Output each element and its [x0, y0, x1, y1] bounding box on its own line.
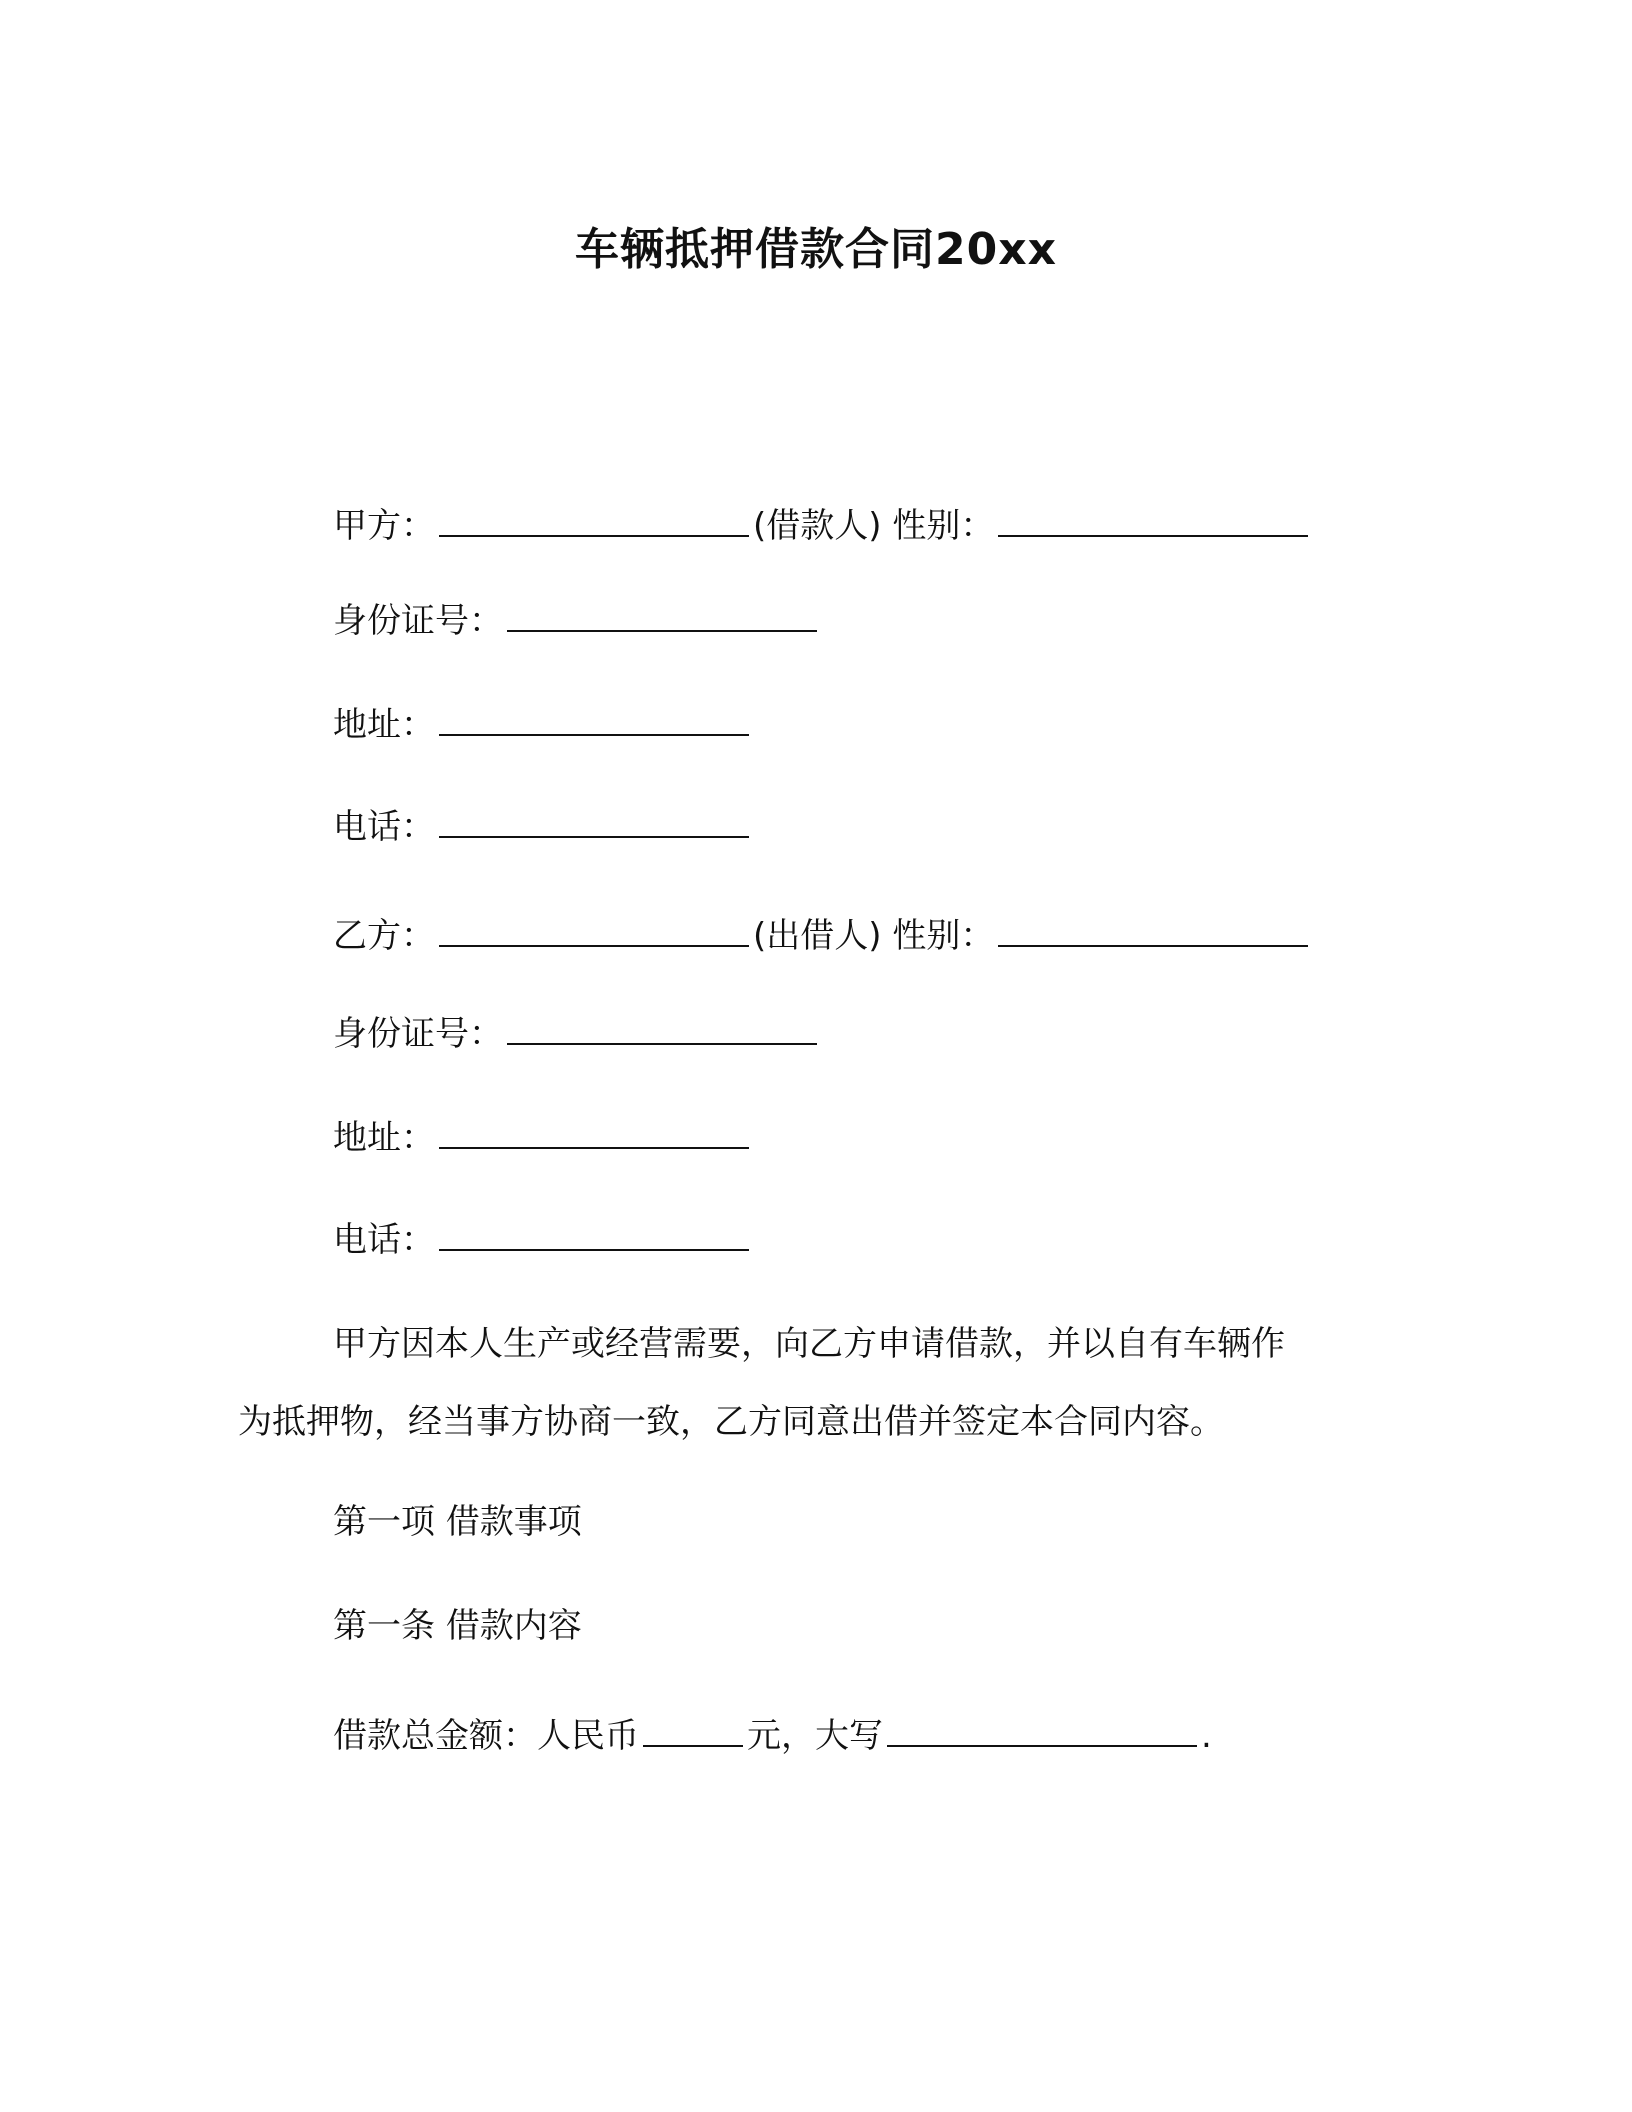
- article-heading: 第一条 借款内容: [333, 1606, 582, 1646]
- document-title: 车辆抵押借款合同20xx: [575, 224, 1057, 275]
- party-b-name-blank[interactable]: [439, 915, 749, 947]
- amount-line: [333, 1712, 1212, 1760]
- party-b-address-line: [333, 1114, 753, 1162]
- amount-unit: 元，大写: [747, 1716, 883, 1756]
- party-b-gender-blank[interactable]: [998, 915, 1308, 947]
- party-a-address-label: 地址：: [333, 705, 435, 745]
- party-b-address-blank[interactable]: [439, 1117, 749, 1149]
- party-b-id-line: [333, 1010, 821, 1058]
- amount-number-blank[interactable]: [643, 1715, 743, 1747]
- party-a-address-blank[interactable]: [439, 704, 749, 736]
- party-a-id-line: [333, 597, 821, 645]
- party-b-id-blank[interactable]: [507, 1013, 817, 1045]
- party-b-phone-blank[interactable]: [439, 1219, 749, 1251]
- party-a-phone-blank[interactable]: [439, 806, 749, 838]
- party-a-phone-label: 电话：: [333, 807, 435, 847]
- party-a-name-blank[interactable]: [439, 505, 749, 537]
- intro-line-2: 为抵押物，经当事方协商一致，乙方同意出借并签定本合同内容。: [238, 1402, 1224, 1442]
- party-b-label: 乙方：: [333, 916, 435, 956]
- intro-line-1: 甲方因本人生产或经营需要，向乙方申请借款，并以自有车辆作: [333, 1324, 1285, 1364]
- party-b-address-label: 地址：: [333, 1118, 435, 1158]
- party-b-phone-line: [333, 1216, 753, 1264]
- party-b-role: (出借人) 性别：: [753, 916, 995, 956]
- party-a-role: (借款人) 性别：: [753, 506, 995, 546]
- section-heading: 第一项 借款事项: [333, 1502, 582, 1542]
- party-b-phone-label: 电话：: [333, 1220, 435, 1260]
- party-a-gender-blank[interactable]: [998, 505, 1308, 537]
- party-a-label: 甲方：: [333, 506, 435, 546]
- amount-words-blank[interactable]: [887, 1715, 1197, 1747]
- party-b-line: [333, 912, 1312, 960]
- party-a-id-label: 身份证号：: [333, 601, 503, 641]
- party-a-phone-line: [333, 803, 753, 851]
- party-a-id-blank[interactable]: [507, 600, 817, 632]
- party-b-id-label: 身份证号：: [333, 1014, 503, 1054]
- party-a-line: [333, 502, 1312, 550]
- amount-label: 借款总金额：人民币: [333, 1716, 639, 1756]
- amount-end: .: [1201, 1716, 1212, 1756]
- party-a-address-line: [333, 701, 753, 749]
